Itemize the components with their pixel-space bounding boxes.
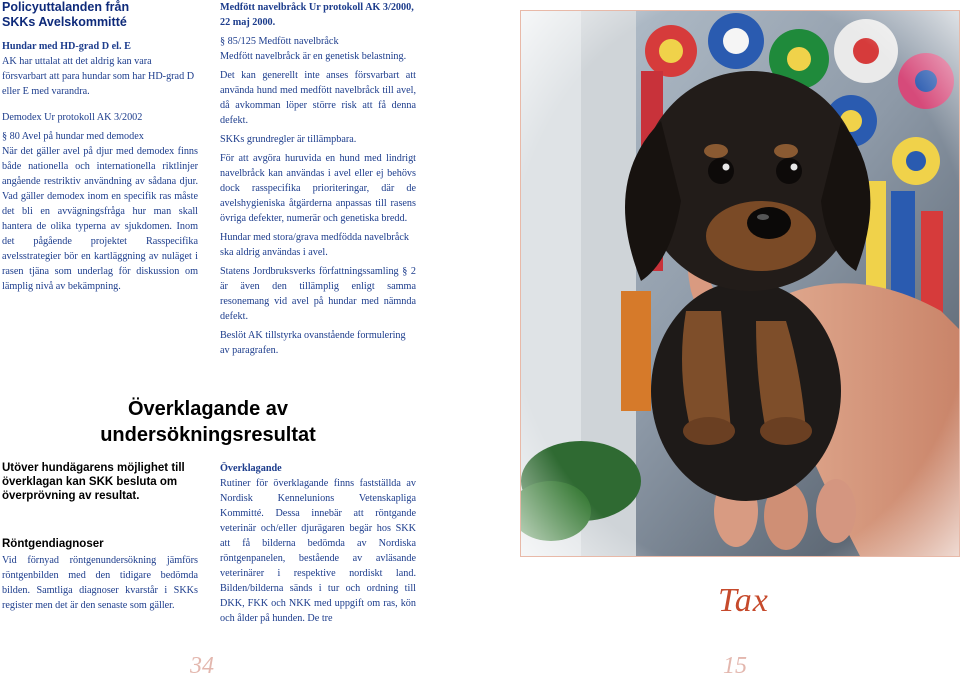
page-number-left: 34 — [190, 653, 214, 679]
navel-paragraph-4: För att avgöra huruvida en hund med lindrigt navelbråck kan användas i avel eller ej behövs dock rasspecifika prioriteringar, där de avelshygieniska åtgärderna anpassas till rasens övriga defekter, numerär och genetiska bredd. — [220, 153, 416, 224]
demodex-section-heading: § 80 Avel på hundar med demodex — [2, 131, 144, 142]
heading-line-2: undersökningsresultat — [100, 424, 316, 446]
title-line-2: SKKs Avelskommitté — [2, 15, 127, 29]
navel-reference: Medfött navelbråck Ur protokoll AK 3/2000, 22 maj 2000. — [220, 2, 414, 28]
overklagande-subheading: Överklagande — [220, 463, 282, 474]
puppy-photo-illustration — [521, 11, 960, 557]
navel-paragraph-7: Beslöt AK tillstyrka ovanstående formulering av paragrafen. — [220, 330, 406, 356]
middle-column — [220, 0, 416, 358]
navel-section-heading: § 85/125 Medfött navelbråck — [220, 36, 339, 47]
overprovning-intro: Utöver hundägarens möjlighet till överklagan kan SKK besluta om överprövning av resultat. — [2, 462, 185, 502]
puppy-photo — [520, 10, 960, 557]
document-title — [2, 0, 202, 30]
bottom-left-column — [2, 461, 198, 613]
left-column — [2, 39, 198, 294]
demodex-text: När det gäller avel på djur med demodex finns både nationella och internationella riktlinjer angående restriktiv användning av sådana djur. Vad gäller demodex inom en specifik ras måste det bli en avvägningsfråga hur man skall hantera de olika typerna av sjukdomen. Inom det pågående projektet Rasspecifika avelsstrategier bör en kartläggning av nuläget i rasen tjäna som underlag för diskussion om lämplig nivå av bekämpning. — [2, 146, 198, 292]
overklagande-text: Rutiner för överklagande finns fastställda av Nordisk Kennelunions Vetenskapliga Kommitté. Dessa innebär att röntgande veterinär och/eller djurägaren begär hos SKK att få bilderna bedömda av Nordiska röntgenpanelen, bestående av avläsande veterinärer i respektive nordiskt land. Bilden/bilderna sänds i tur och ordning till DKK, FKK och NKK med uppgift om ras, kön och ålder på hunden. De tre — [220, 478, 416, 624]
hd-text: AK har uttalat att det aldrig kan vara försvarbart att para hundar som har HD-grad D eller E med varandra. — [2, 56, 195, 97]
bottom-middle-column — [220, 461, 416, 626]
rontgen-heading: Röntgendiagnoser — [2, 538, 104, 550]
photo-caption-tax: Tax — [718, 582, 769, 619]
demodex-reference: Demodex Ur protokoll AK 3/2002 — [2, 112, 143, 123]
navel-paragraph-1: Medfött navelbråck är en genetisk belastning. — [220, 51, 407, 62]
heading-line-1: Överklagande av — [127, 398, 289, 420]
navel-paragraph-3: SKKs grundregler är tillämpbara. — [220, 134, 357, 145]
navel-paragraph-6: Statens Jordbruksverks författningssamling § 2 är även den tillämplig enligt samma resonemang vid avel på hundar med nämnda defekt. — [220, 266, 416, 322]
section-heading-overklagande — [60, 396, 356, 448]
page-number-right: 15 — [723, 653, 747, 679]
title-line-1: Policyuttalanden från — [2, 0, 130, 14]
hd-heading: Hundar med HD-grad D el. E — [2, 41, 131, 52]
navel-paragraph-5: Hundar med stora/grava medfödda navelbråck ska aldrig användas i avel. — [220, 232, 409, 258]
navel-paragraph-2: Det kan generellt inte anses försvarbart att använda hund med medfött navelbråck till avel, då avkomman löper större risk att få denna defekt. — [220, 70, 416, 126]
rontgen-text: Vid förnyad röntgenundersökning jämförs röntgenbilden med den tidigare bedömda bilden. Samtliga diagnoser kvarstår i SKKs register men det är den senaste som gäller. — [2, 555, 198, 611]
